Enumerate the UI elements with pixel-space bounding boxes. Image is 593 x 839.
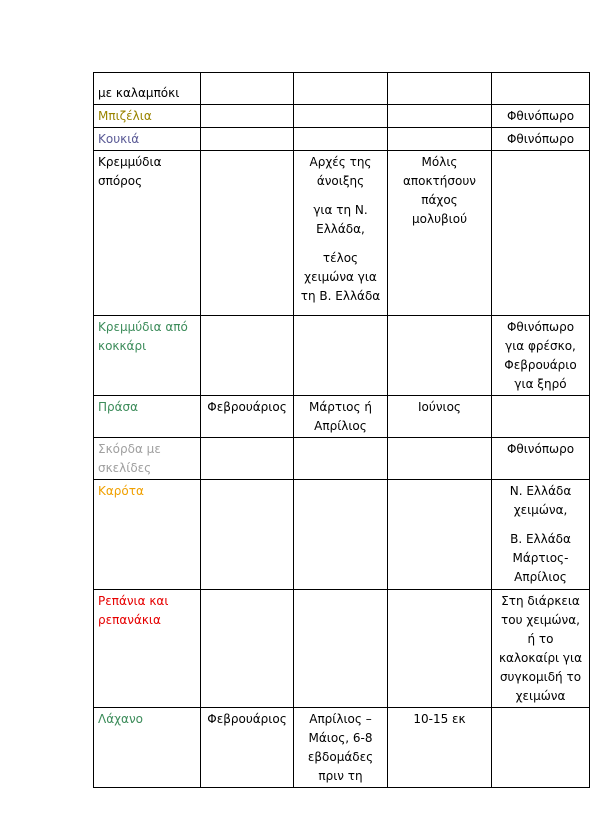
cell-text: Β. Ελλάδα Μάρτιος-Απρίλιος <box>510 532 571 584</box>
cell <box>388 480 492 590</box>
crop-name: Σκόρδα με σκελίδες <box>98 442 161 475</box>
transplant-cell <box>388 708 492 788</box>
table-row <box>94 438 590 480</box>
crop-name: Πράσα <box>98 400 139 414</box>
crop-name-cell <box>94 396 201 438</box>
cell <box>388 316 492 396</box>
cell <box>294 316 388 396</box>
cell-text: Μάρτιος ή Απρίλιος <box>309 400 372 433</box>
planting-cell <box>294 396 388 438</box>
harvest-cell <box>492 590 590 708</box>
cell <box>201 73 294 105</box>
cell <box>201 480 294 590</box>
harvest-cell <box>492 480 590 590</box>
sowing-cell <box>201 708 294 788</box>
cell-text: για τη Ν. Ελλάδα, <box>313 203 368 236</box>
cell <box>294 590 388 708</box>
cell-text: Φθινόπωρο <box>506 132 575 146</box>
crop-name: Λάχανο <box>98 712 144 726</box>
cell-text: Μόλις αποκτήσουν πάχος μολυβιού <box>403 155 476 226</box>
table-row <box>94 128 590 151</box>
cell <box>294 105 388 128</box>
table-row <box>94 480 590 590</box>
crop-name-cell <box>94 708 201 788</box>
cell-text: Φεβρουάριος <box>207 400 287 414</box>
cell-text: Απρίλιος – Μάιος, 6-8 εβδομάδες πριν τη <box>307 712 374 783</box>
cell <box>201 316 294 396</box>
cell <box>388 105 492 128</box>
table-row <box>94 590 590 708</box>
table-row <box>94 73 590 105</box>
cell <box>201 128 294 151</box>
planting-cell <box>294 151 388 316</box>
cell <box>492 151 590 316</box>
cell <box>201 438 294 480</box>
crop-name: Κρεμμύδια σπόρος <box>98 155 162 188</box>
crop-name: Καρότα <box>98 484 144 498</box>
cell <box>388 590 492 708</box>
cell <box>201 590 294 708</box>
crop-name-cell <box>94 128 201 151</box>
crop-name-cell <box>94 73 201 105</box>
planting-schedule-table <box>93 72 590 788</box>
cell <box>492 396 590 438</box>
cell-text: Φθινόπωρο <box>506 109 575 123</box>
crop-name: Μπιζέλια <box>98 109 152 123</box>
cell <box>388 438 492 480</box>
crop-name-cell <box>94 590 201 708</box>
cell <box>492 73 590 105</box>
cell <box>201 151 294 316</box>
cell <box>492 708 590 788</box>
table-row <box>94 105 590 128</box>
crop-name: Ρεπάνια και ρεπανάκια <box>98 594 169 627</box>
cell <box>294 438 388 480</box>
cell <box>388 73 492 105</box>
transplant-cell <box>388 396 492 438</box>
sowing-cell <box>201 396 294 438</box>
crop-name: με καλαμπόκι <box>98 86 180 100</box>
crop-name: Κουκιά <box>98 132 140 146</box>
cell <box>294 128 388 151</box>
cell-text: 10-15 εκ <box>413 712 466 726</box>
cell-text: Ιούνιος <box>418 400 461 414</box>
cell-text: Αρχές της άνοιξης <box>309 155 372 188</box>
harvest-cell <box>492 105 590 128</box>
cell <box>294 73 388 105</box>
cell <box>201 105 294 128</box>
crop-name-cell <box>94 480 201 590</box>
crop-name: Κρεμμύδια από κοκκάρι <box>98 320 188 353</box>
cell <box>388 128 492 151</box>
cell-text: Στη διάρκεια του χειμώνα, ή το καλοκαίρι για συγκομιδή το χειμώνα <box>498 594 583 703</box>
table-row <box>94 151 590 316</box>
crop-name-cell <box>94 438 201 480</box>
harvest-cell <box>492 128 590 151</box>
cell-text: τέλος χειμώνα για τη Β. Ελλάδα <box>300 251 381 303</box>
cell-text: Φθινόπωρο για φρέσκο, Φεβρουάριο για ξηρό <box>504 320 577 391</box>
table-row <box>94 396 590 438</box>
cell-text: Ν. Ελλάδα χειμώνα, <box>509 484 572 517</box>
table-body <box>94 73 590 788</box>
harvest-cell <box>492 438 590 480</box>
harvest-cell <box>492 316 590 396</box>
transplant-cell <box>388 151 492 316</box>
crop-name-cell <box>94 316 201 396</box>
table-row <box>94 316 590 396</box>
cell-text: Φεβρουάριος <box>207 712 287 726</box>
crop-name-cell <box>94 105 201 128</box>
table-row <box>94 708 590 788</box>
cell <box>294 480 388 590</box>
planting-cell <box>294 708 388 788</box>
cell-text: Φθινόπωρο <box>506 442 575 456</box>
crop-name-cell <box>94 151 201 316</box>
